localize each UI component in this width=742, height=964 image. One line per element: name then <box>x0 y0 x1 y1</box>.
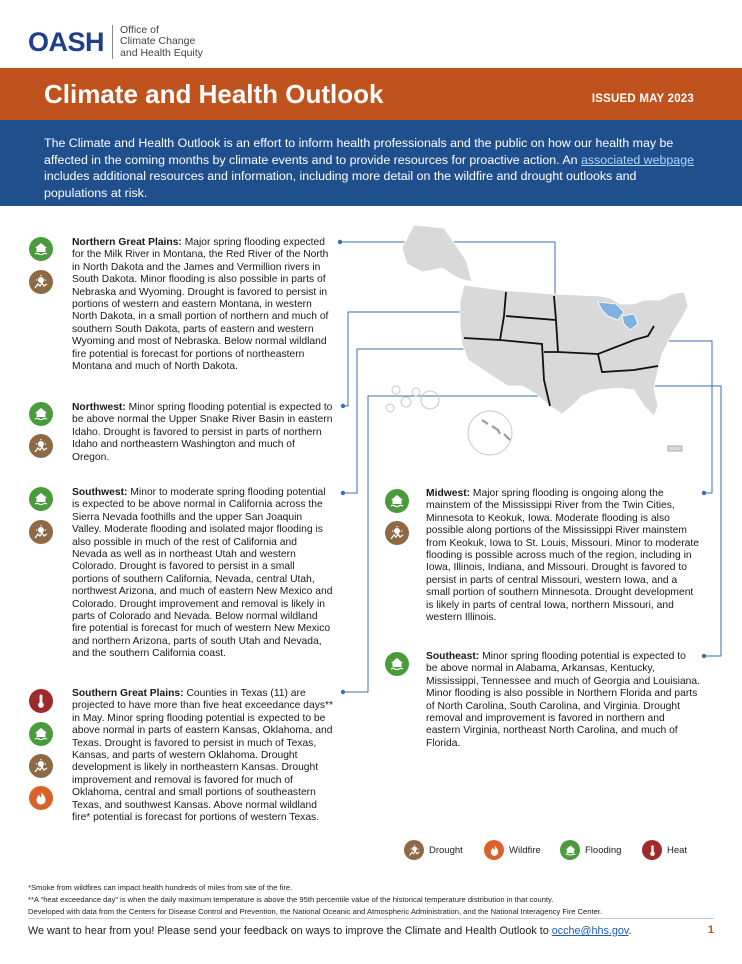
region-text-southeast: Minor spring flooding potential is expected to be above normal in Alabama, Arkansas, Kentucky, Mississippi, Tennessee and much of Georgia and Louisiana. Minor flooding is also possible in Northern Florida and parts of North Carolina, South Carolina, and Virginia. Drought removal and improvement is favored in northern and eastern Virginia, northeast North Carolina, and much of Florida. <box>426 651 700 749</box>
flooding-icon <box>29 722 53 746</box>
region-text-midwest: Major spring flooding is ongoing along the mainstem of the Mississippi River from the Twin Cities, Minnesota to Keokuk, Iowa. Moderate flooding is also possible along portions of the Mississippi River mainstem from Keokuk, Iowa to St. Louis, Missouri. Minor to moderate flooding is possible across much of the region, including in Iowa, Illinois, Indiana, and Missouri. Drought is favored to persist in parts of central Missouri, western Iowa, and a small portion of southern Minnesota. Drought development is likely in parts of central Iowa, northern Missouri, and western Illinois. <box>426 488 699 624</box>
region-name-southwest: Southwest: <box>72 487 128 498</box>
wildfire-icon <box>484 840 504 860</box>
wildfire-icon <box>29 786 53 810</box>
drought-glyph <box>33 758 49 774</box>
region-name-northern-great-plains: Northern Great Plains: <box>72 237 182 248</box>
feedback-line <box>28 925 632 937</box>
flooding-glyph <box>33 406 49 422</box>
flooding-icon <box>560 840 580 860</box>
drought-icon <box>29 270 53 294</box>
feedback-text: We want to hear from you! Please send your feedback on ways to improve the Climate and Health Outlook to <box>28 925 552 937</box>
office-line-1: Office of <box>120 23 159 36</box>
flooding-icon <box>385 652 409 676</box>
map-hawaii-outline <box>468 411 512 455</box>
flooding-icon <box>29 237 53 261</box>
flooding-glyph <box>33 726 49 742</box>
map-pacific-island-2 <box>412 388 420 396</box>
leader-dot-ngp <box>338 240 342 244</box>
footer-divider <box>28 918 714 919</box>
drought-glyph <box>408 844 421 857</box>
flooding-icon <box>385 489 409 513</box>
leader-dot-sw <box>341 491 345 495</box>
wildfire-glyph <box>488 844 501 857</box>
map-pacific-island-5 <box>386 404 394 412</box>
map-pacific-island-3 <box>392 386 400 394</box>
feedback-email-link[interactable]: ocche@hhs.gov <box>551 925 629 937</box>
flooding-glyph <box>564 844 577 857</box>
oash-logo[interactable] <box>28 22 203 62</box>
drought-glyph <box>33 438 49 454</box>
page-number: 1 <box>707 924 714 936</box>
region-name-northwest: Northwest: <box>72 402 126 413</box>
flooding-icon <box>29 487 53 511</box>
issued-date: ISSUED MAY 2023 <box>591 93 694 105</box>
heat-icon <box>642 840 662 860</box>
legend-flooding-label: Flooding <box>585 844 622 856</box>
office-name <box>120 25 203 60</box>
intro-text-before: The Climate and Health Outlook is an effort to inform health professionals and the public on how our health may be affected in the coming months by climate events and to provide resources for proactive action. An <box>44 136 674 167</box>
region-northwest <box>72 402 334 464</box>
drought-glyph <box>389 525 405 541</box>
legend-heat <box>642 840 687 860</box>
logo-wordmark: OASH <box>28 26 105 57</box>
footnotes <box>28 882 602 918</box>
logo-divider <box>112 25 113 59</box>
footnote-heat-exceedance: **A “heat exceedance day” is when the daily maximum temperature is above the 95th percentile value of the historical temperature distribution in that county. <box>28 895 554 904</box>
office-line-3: and Health Equity <box>120 46 203 59</box>
legend-wildfire <box>484 840 541 860</box>
us-map <box>372 220 722 465</box>
drought-icon <box>29 520 53 544</box>
drought-icon <box>404 840 424 860</box>
drought-glyph <box>33 274 49 290</box>
region-name-southern-great-plains: Southern Great Plains: <box>72 688 184 699</box>
region-southwest <box>72 487 334 661</box>
region-southern-great-plains <box>72 688 334 824</box>
map-pacific-island-4 <box>421 391 439 409</box>
flooding-icon <box>29 402 53 426</box>
leader-dot-mw <box>702 491 706 495</box>
flooding-glyph <box>33 491 49 507</box>
map-pacific-island-1 <box>401 397 411 407</box>
page-title: Climate and Health Outlook <box>44 79 384 109</box>
legend-flooding <box>560 840 621 860</box>
legend-drought-label: Drought <box>429 844 463 856</box>
leader-dot-sgp <box>341 690 345 694</box>
heat-glyph <box>33 693 49 709</box>
heat-icon <box>29 689 53 713</box>
drought-icon <box>385 521 409 545</box>
region-northern-great-plains <box>72 237 334 373</box>
region-southeast <box>426 651 700 750</box>
region-name-southeast: Southeast: <box>426 651 480 662</box>
legend-drought <box>404 840 463 860</box>
footnote-data-sources: Developed with data from the Centers for Disease Control and Prevention, the National Oceanic and Atmospheric Administration, and the National Interagency Fire Center. <box>28 907 603 916</box>
map-contiguous-us <box>460 285 688 416</box>
footnote-smoke: *Smoke from wildfires can impact health hundreds of miles from site of the fire. <box>28 883 293 892</box>
legend-heat-label: Heat <box>667 844 688 856</box>
region-text-southwest: Minor to moderate spring flooding potential is expected to be above normal in California across the Sierra Nevada foothills and the upper San Joaquin Valley. Moderate flooding and isolated major flooding is also possible in much of the rest of California and Nevada as well as in northeast Utah and western Colorado. Drought is favored to persist in a small portions of southern California, Nevada, central Utah, northwest Arizona, and much of eastern New Mexico and Colorado. Drought improvement and removal is likely in parts of Colorado and Nevada. Below normal wildland fire potential is forecast for much of western New Mexico and northern Arizona, parts of south Utah and Nevada, and the southern California coast. <box>72 487 333 660</box>
wildfire-glyph <box>33 790 49 806</box>
title-band <box>0 68 742 120</box>
map-puerto-rico <box>668 446 682 451</box>
leader-dot-se <box>702 654 706 658</box>
flooding-glyph <box>389 656 405 672</box>
flooding-glyph <box>389 493 405 509</box>
drought-icon <box>29 434 53 458</box>
region-text-northwest: Minor spring flooding potential is expected to be above normal the Upper Snake River Basin in eastern Idaho. Drought is favored to persist in parts of northern Idaho and northeastern Washington and much of Oregon. <box>72 402 333 463</box>
region-name-midwest: Midwest: <box>426 488 471 499</box>
drought-icon <box>29 754 53 778</box>
leader-dot-nw <box>341 404 345 408</box>
map-hawaii <box>482 420 510 440</box>
heat-glyph <box>646 844 659 857</box>
feedback-suffix: . <box>628 925 632 937</box>
map-alaska <box>402 225 472 282</box>
flooding-glyph <box>33 241 49 257</box>
region-text-southern-great-plains: Counties in Texas (11) are projected to have more than five heat exceedance days** in May. Minor spring flooding potential is expected to be above normal in parts of eastern Kansas, Oklahoma, and Texas. Drought is favored to persist in much of Texas, Kansas, and parts of western Oklahoma. Drought development is likely in northeastern Kansas. Drought improvement and removal is favored for much of Oklahoma, central and small portions of southeastern Texas, and southwest Kansas. Above normal wildland fire* potential is forecast for portions of western Texas. <box>72 688 334 824</box>
drought-glyph <box>33 524 49 540</box>
intro-text-after: includes additional resources and information, including more detail on the wildfire and drought outlooks and populations at risk. <box>44 169 637 200</box>
office-line-2: Climate Change <box>120 35 196 48</box>
region-text-northern-great-plains: Major spring flooding expected for the Milk River in Montana, the Red River of the North in North Dakota and the James and Vermillion rivers in South Dakota. Minor flooding is also possible in parts of Nebraska and Wyoming. Drought is favored to persist in portions of western and eastern Montana, in western North Dakota, in a small portion of northern and much of southern South Dakota, parts of eastern and western Wyoming and most of Nebraska. Below normal wildland fire potential is forecast for portions of northeastern Montana and much of North Dakota. <box>72 237 329 373</box>
legend-wildfire-label: Wildfire <box>509 844 541 856</box>
region-midwest <box>426 488 700 624</box>
associated-webpage-link[interactable]: associated webpage <box>581 152 694 167</box>
intro-paragraph <box>44 135 698 201</box>
intro-band <box>0 120 742 206</box>
